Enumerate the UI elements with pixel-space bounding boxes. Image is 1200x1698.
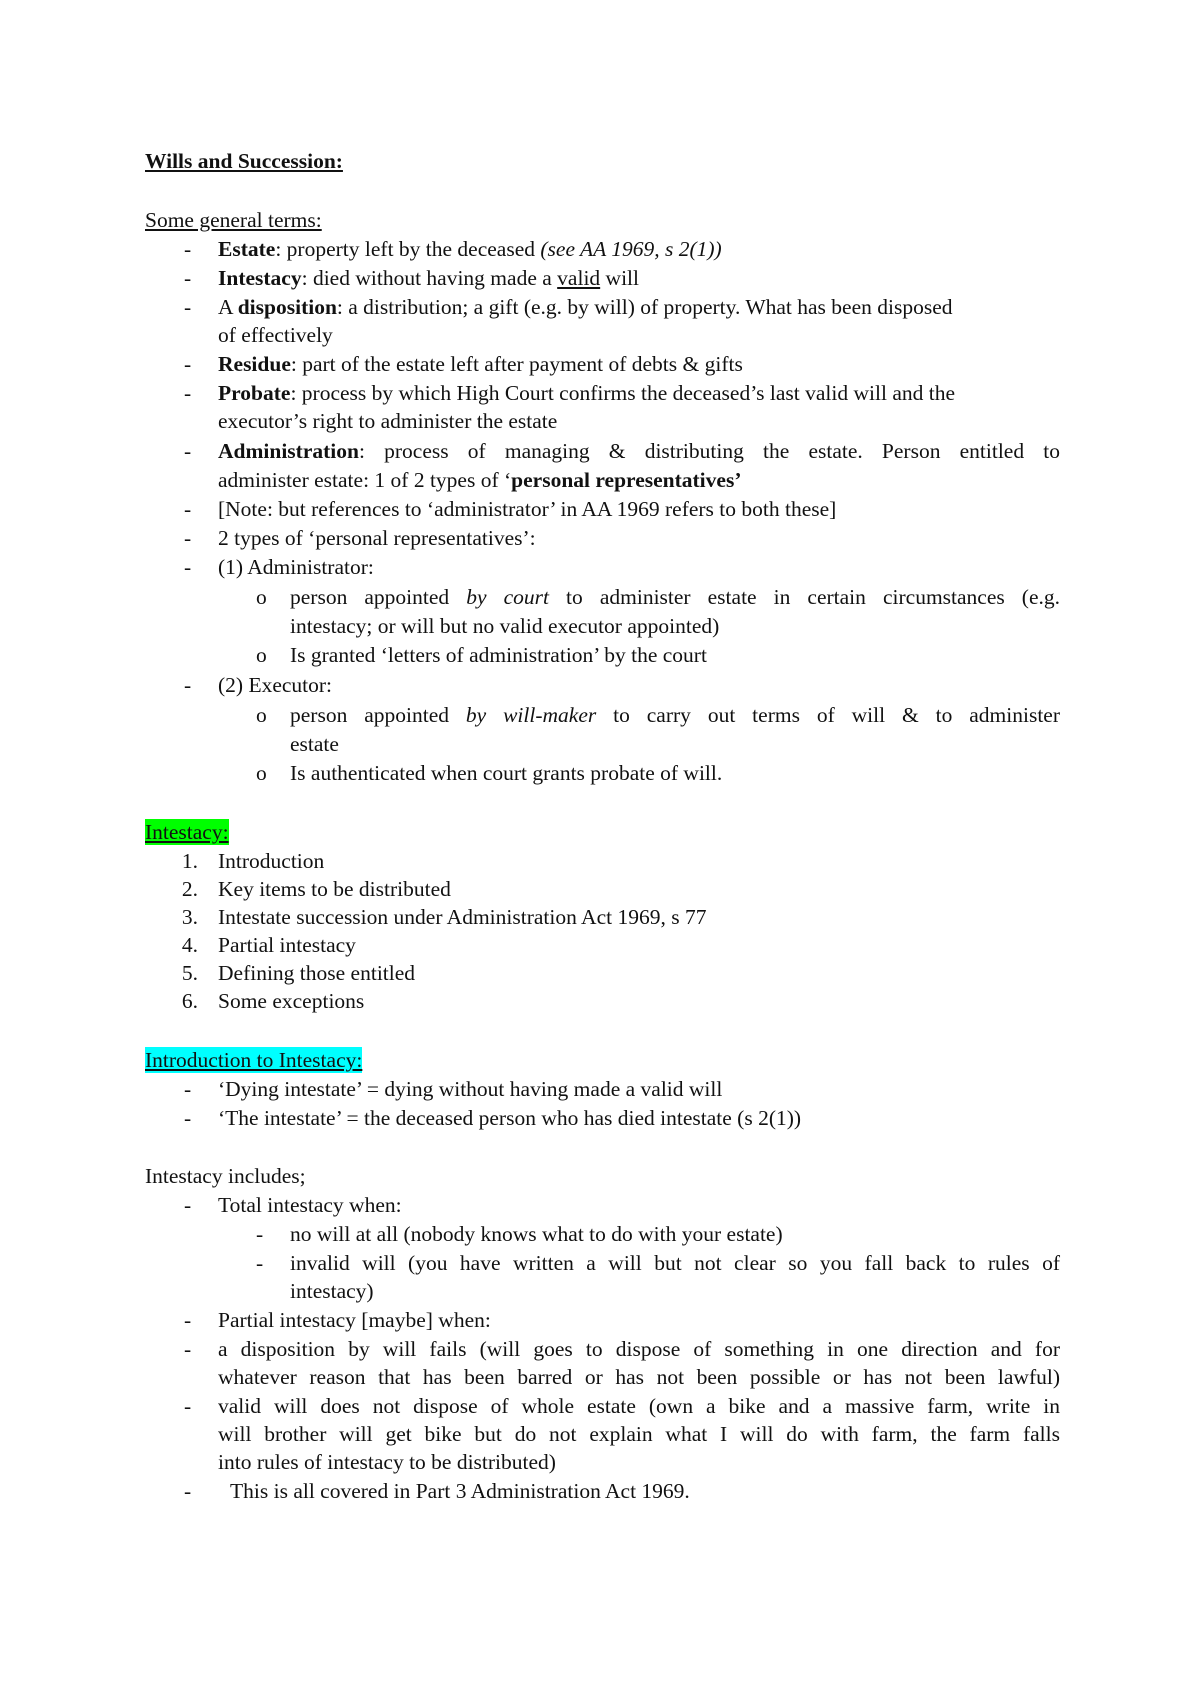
- bullet: -: [184, 497, 192, 521]
- administrator-sub1-cont: intestacy; or will but no valid executor appointed): [290, 614, 720, 638]
- sub-bullet: o: [256, 585, 267, 609]
- disposition-fails: a disposition by will fails (will goes to dispose of something in one direction and for: [218, 1337, 1060, 1361]
- list-number: 3.: [181, 905, 198, 929]
- list-item: Intestate succession under Administration Act 1969, s 77: [218, 905, 707, 929]
- list-item: Introduction: [218, 849, 325, 873]
- term-estate: Estate: property left by the deceased (see AA 1969, s 2(1)): [218, 237, 722, 261]
- bullet: -: [184, 1106, 192, 1130]
- bullet: -: [184, 1337, 192, 1361]
- term-residue: Residue: part of the estate left after payment of debts & gifts: [218, 352, 743, 376]
- bullet: -: [184, 266, 192, 290]
- sub-bullet: o: [256, 703, 267, 727]
- whole-estate-cont: into rules of intestacy to be distributed): [218, 1450, 556, 1474]
- term-disposition: A disposition: a distribution; a gift (e.g. by will) of property. What has been disposed: [218, 295, 953, 319]
- executor-sub2: Is authenticated when court grants probate of will.: [290, 761, 723, 785]
- term-intestacy: Intestacy: died without having made a valid will: [218, 266, 639, 290]
- sub-bullet: o: [256, 761, 267, 785]
- bullet: -: [256, 1222, 264, 1246]
- whole-estate-cont: will brother will get bike but do not explain what I will do with farm, the farm falls: [218, 1422, 1060, 1446]
- total-sub2: invalid will (you have written a will but not clear so you fall back to rules of: [290, 1251, 1060, 1275]
- term-probate-cont: executor’s right to administer the estate: [218, 409, 558, 433]
- executor-sub1: person appointed by will-maker to carry out terms of will & to administer: [290, 703, 1060, 727]
- term-administration-cont: administer estate: 1 of 2 types of ‘personal representatives’: [218, 468, 742, 492]
- note-line: [Note: but references to ‘administrator’ in AA 1969 refers to both these]: [218, 497, 837, 521]
- list-item: Some exceptions: [218, 989, 365, 1013]
- bullet: -: [184, 439, 192, 463]
- administrator-label: (1) Administrator:: [218, 555, 374, 579]
- sub-bullet: o: [256, 643, 267, 667]
- list-number: 6.: [181, 989, 198, 1013]
- bullet: -: [184, 352, 192, 376]
- total-sub1: no will at all (nobody knows what to do with your estate): [290, 1222, 783, 1246]
- bullet: -: [184, 555, 192, 579]
- executor-sub1-cont: estate: [290, 732, 339, 756]
- list-number: 2.: [181, 877, 198, 901]
- list-item: Partial intestacy: [218, 933, 356, 957]
- bullet: -: [184, 1193, 192, 1217]
- list-number: 1.: [181, 849, 198, 873]
- administrator-sub1: person appointed by court to administer estate in certain circumstances (e.g.: [290, 585, 1061, 609]
- list-number: 4.: [181, 933, 198, 957]
- bullet: -: [184, 1394, 192, 1418]
- bullet: -: [184, 295, 192, 319]
- intro-item: ‘The intestate’ = the deceased person who has died intestate (s 2(1)): [218, 1106, 802, 1130]
- term-probate: Probate: process by which High Court confirms the deceased’s last valid will and the: [218, 381, 956, 405]
- intro-heading: Introduction to Intestacy:: [145, 1048, 363, 1072]
- administrator-sub2: Is granted ‘letters of administration’ by the court: [290, 643, 707, 667]
- includes-heading: Intestacy includes;: [145, 1164, 306, 1188]
- general-terms-heading: Some general terms:: [145, 208, 322, 232]
- disposition-fails-cont: whatever reason that has been barred or has not been possible or has not been lawful): [218, 1365, 1060, 1389]
- bullet: -: [184, 237, 192, 261]
- bullet: -: [256, 1251, 264, 1275]
- executor-label: (2) Executor:: [218, 673, 333, 697]
- whole-estate: valid will does not dispose of whole estate (own a bike and a massive farm, write in: [218, 1394, 1060, 1418]
- list-number: 5.: [181, 961, 198, 985]
- intro-item: ‘Dying intestate’ = dying without having made a valid will: [218, 1077, 723, 1101]
- covered-line: This is all covered in Part 3 Administration Act 1969.: [230, 1479, 690, 1503]
- total-sub2-cont: intestacy): [290, 1279, 374, 1303]
- bullet: -: [184, 381, 192, 405]
- document-title: Wills and Succession:: [145, 149, 343, 173]
- term-administration: Administration: process of managing & distributing the estate. Person entitled to: [218, 439, 1060, 463]
- list-item: Defining those entitled: [218, 961, 416, 985]
- bullet: -: [184, 673, 192, 697]
- list-item: Key items to be distributed: [218, 877, 451, 901]
- bullet: -: [184, 1479, 192, 1503]
- intestacy-heading: Intestacy:: [145, 820, 229, 844]
- partial-intestacy: Partial intestacy [maybe] when:: [218, 1308, 491, 1332]
- total-intestacy: Total intestacy when:: [218, 1193, 402, 1217]
- bullet: -: [184, 1308, 192, 1332]
- bullet: -: [184, 526, 192, 550]
- term-disposition-cont: of effectively: [218, 323, 333, 347]
- two-types-line: 2 types of ‘personal representatives’:: [218, 526, 536, 550]
- bullet: -: [184, 1077, 192, 1101]
